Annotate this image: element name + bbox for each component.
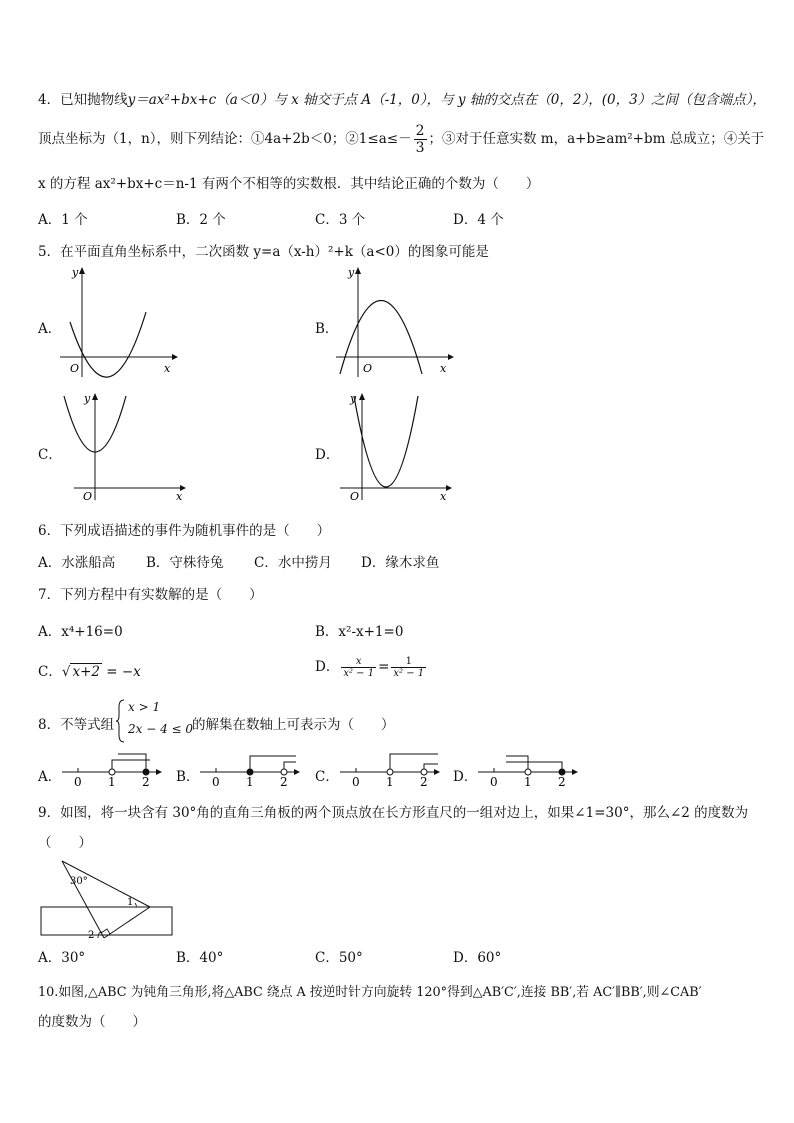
- q9-angle-2-label: 2: [88, 930, 95, 941]
- svg-text:1: 1: [386, 775, 394, 789]
- q8-label-b[interactable]: B．: [176, 769, 200, 785]
- q9-angle-30-label: 30°: [70, 876, 88, 887]
- q9-option-d[interactable]: D．60°: [453, 950, 502, 966]
- q5b-origin: O: [363, 362, 373, 375]
- q8-suffix: 的解集在数轴上可表示为（ ）: [192, 717, 395, 733]
- q8-numberline-a: [60, 752, 164, 788]
- q4-line2-a: 顶点坐标为（1，n），则下列结论：①4a+2b＜0；②1≤a≤－: [38, 131, 412, 147]
- svg-text:0: 0: [352, 775, 360, 789]
- q5d-x-label: x: [440, 490, 447, 503]
- q8-ineq1: x > 1: [128, 700, 161, 714]
- q5-label-b[interactable]: B．: [315, 321, 339, 337]
- svg-text:0: 0: [74, 775, 82, 789]
- q4-line1-a: 4．已知抛物线: [38, 92, 128, 108]
- q9-option-a[interactable]: A．30°: [38, 950, 86, 966]
- q7-option-a[interactable]: A．x⁴+16=0: [38, 624, 123, 640]
- q5b-x-label: x: [440, 362, 447, 375]
- q8-prefix: 8．不等式组: [38, 717, 115, 733]
- q8-label-a[interactable]: A．: [38, 769, 62, 785]
- q5-label-d[interactable]: D．: [315, 447, 340, 463]
- q4-option-b[interactable]: B．2 个: [176, 212, 226, 228]
- q8-numberline-c: [338, 752, 442, 788]
- q8-brace-icon: [116, 699, 126, 743]
- q5-label-c[interactable]: C．: [38, 447, 62, 463]
- q5a-x-label: x: [164, 362, 171, 375]
- q5-graph-a: [60, 262, 180, 380]
- q5c-y-label: y: [84, 392, 91, 405]
- q9-line2: （ ）: [38, 835, 92, 851]
- q7-stem: 7．下列方程中有实数解的是（ ）: [38, 587, 263, 603]
- svg-text:1: 1: [246, 775, 254, 789]
- q9-figure: [40, 858, 175, 940]
- q5-graph-c: [70, 388, 190, 508]
- q6-stem: 6．下列成语描述的事件为随机事件的是（ ）: [38, 523, 331, 539]
- q8-ineq2: 2x − 4 ≤ 0: [128, 722, 194, 736]
- q5a-y-label: y: [72, 266, 79, 279]
- svg-text:2: 2: [142, 775, 150, 789]
- svg-text:2: 2: [280, 775, 288, 789]
- q4-line3: x 的方程 ax²+bx+c＝n-1 有两个不相等的实数根．其中结论正确的个数为（ ）: [38, 176, 540, 192]
- q5a-origin: O: [70, 362, 80, 375]
- q4-option-c[interactable]: C．3 个: [315, 212, 366, 228]
- q5d-y-label: y: [350, 392, 357, 405]
- q6-option-a[interactable]: A．水涨船高: [38, 555, 116, 571]
- sqrt-icon: √: [61, 664, 71, 680]
- q7-option-d[interactable]: D． $\frac{x}{\text{x² − 1}}$ = $\frac{1}{\text{x² − 1}}$: [315, 656, 425, 679]
- q5-graph-b: [336, 262, 456, 380]
- q4-option-d[interactable]: D．4 个: [453, 212, 504, 228]
- q6-option-d[interactable]: D．缘木求鱼: [361, 555, 440, 571]
- q5c-origin: O: [83, 490, 93, 503]
- q4-line2-b: ；③对于任意实数 m，a+b≥am²+bm 总成立；④关于: [428, 131, 765, 147]
- q6-option-b[interactable]: B．守株待兔: [146, 555, 224, 571]
- q4-fraction: $\frac{2}{3}$: [415, 123, 425, 156]
- q8-label-d[interactable]: D．: [453, 769, 478, 785]
- svg-text:1: 1: [524, 775, 532, 789]
- svg-text:0: 0: [212, 775, 220, 789]
- q9-line1: 9．如图，将一块含有 30°角的直角三角板的两个顶点放在长方形直尺的一组对边上，如果∠1=30°，那么∠2 的度数为: [38, 805, 749, 821]
- q5b-y-label: y: [348, 266, 355, 279]
- q5-label-a[interactable]: A．: [38, 321, 62, 337]
- q4-line2: [38, 123, 764, 156]
- q9-option-b[interactable]: B．40°: [176, 950, 224, 966]
- svg-text:1: 1: [108, 775, 116, 789]
- svg-text:2: 2: [558, 775, 566, 789]
- q5c-x-label: x: [176, 490, 183, 503]
- q7-option-c[interactable]: C．√ x+2 = −x: [38, 664, 141, 680]
- svg-text:2: 2: [420, 775, 428, 789]
- q8-numberline-b: [198, 752, 302, 788]
- q6-option-c[interactable]: C．水中捞月: [254, 555, 332, 571]
- q4-option-a[interactable]: A．1 个: [38, 212, 88, 228]
- q10-line1: 10.如图,△ABC 为钝角三角形,将△ABC 绕点 A 按逆时针方向旋转 120°得到△AB′C′,连接 BB′,若 AC′∥BB′,则∠CAB′: [38, 985, 702, 1000]
- q10-line2: 的度数为（ ）: [38, 1014, 146, 1030]
- q8-numberline-d: [476, 752, 580, 788]
- q7-option-b[interactable]: B．x²-x+1=0: [315, 624, 404, 640]
- q9-option-c[interactable]: C．50°: [315, 950, 363, 966]
- q8-label-c[interactable]: C．: [315, 769, 339, 785]
- q5-graph-d: [336, 388, 456, 508]
- q4-line1: [38, 88, 766, 108]
- q4-line1-b: y＝ax²+bx+c（a＜0）与 x 轴交于点 A（-1，0），与 y 轴的交点在（0，2），(0，3）之间（包含端点），: [127, 92, 766, 108]
- q5d-origin: O: [350, 490, 360, 503]
- svg-text:0: 0: [490, 775, 498, 789]
- q5-stem: 5．在平面直角坐标系中，二次函数 y=a（x-h）²+k（a<0）的图象可能是: [38, 244, 489, 260]
- q9-angle-1-label: 1: [127, 897, 134, 908]
